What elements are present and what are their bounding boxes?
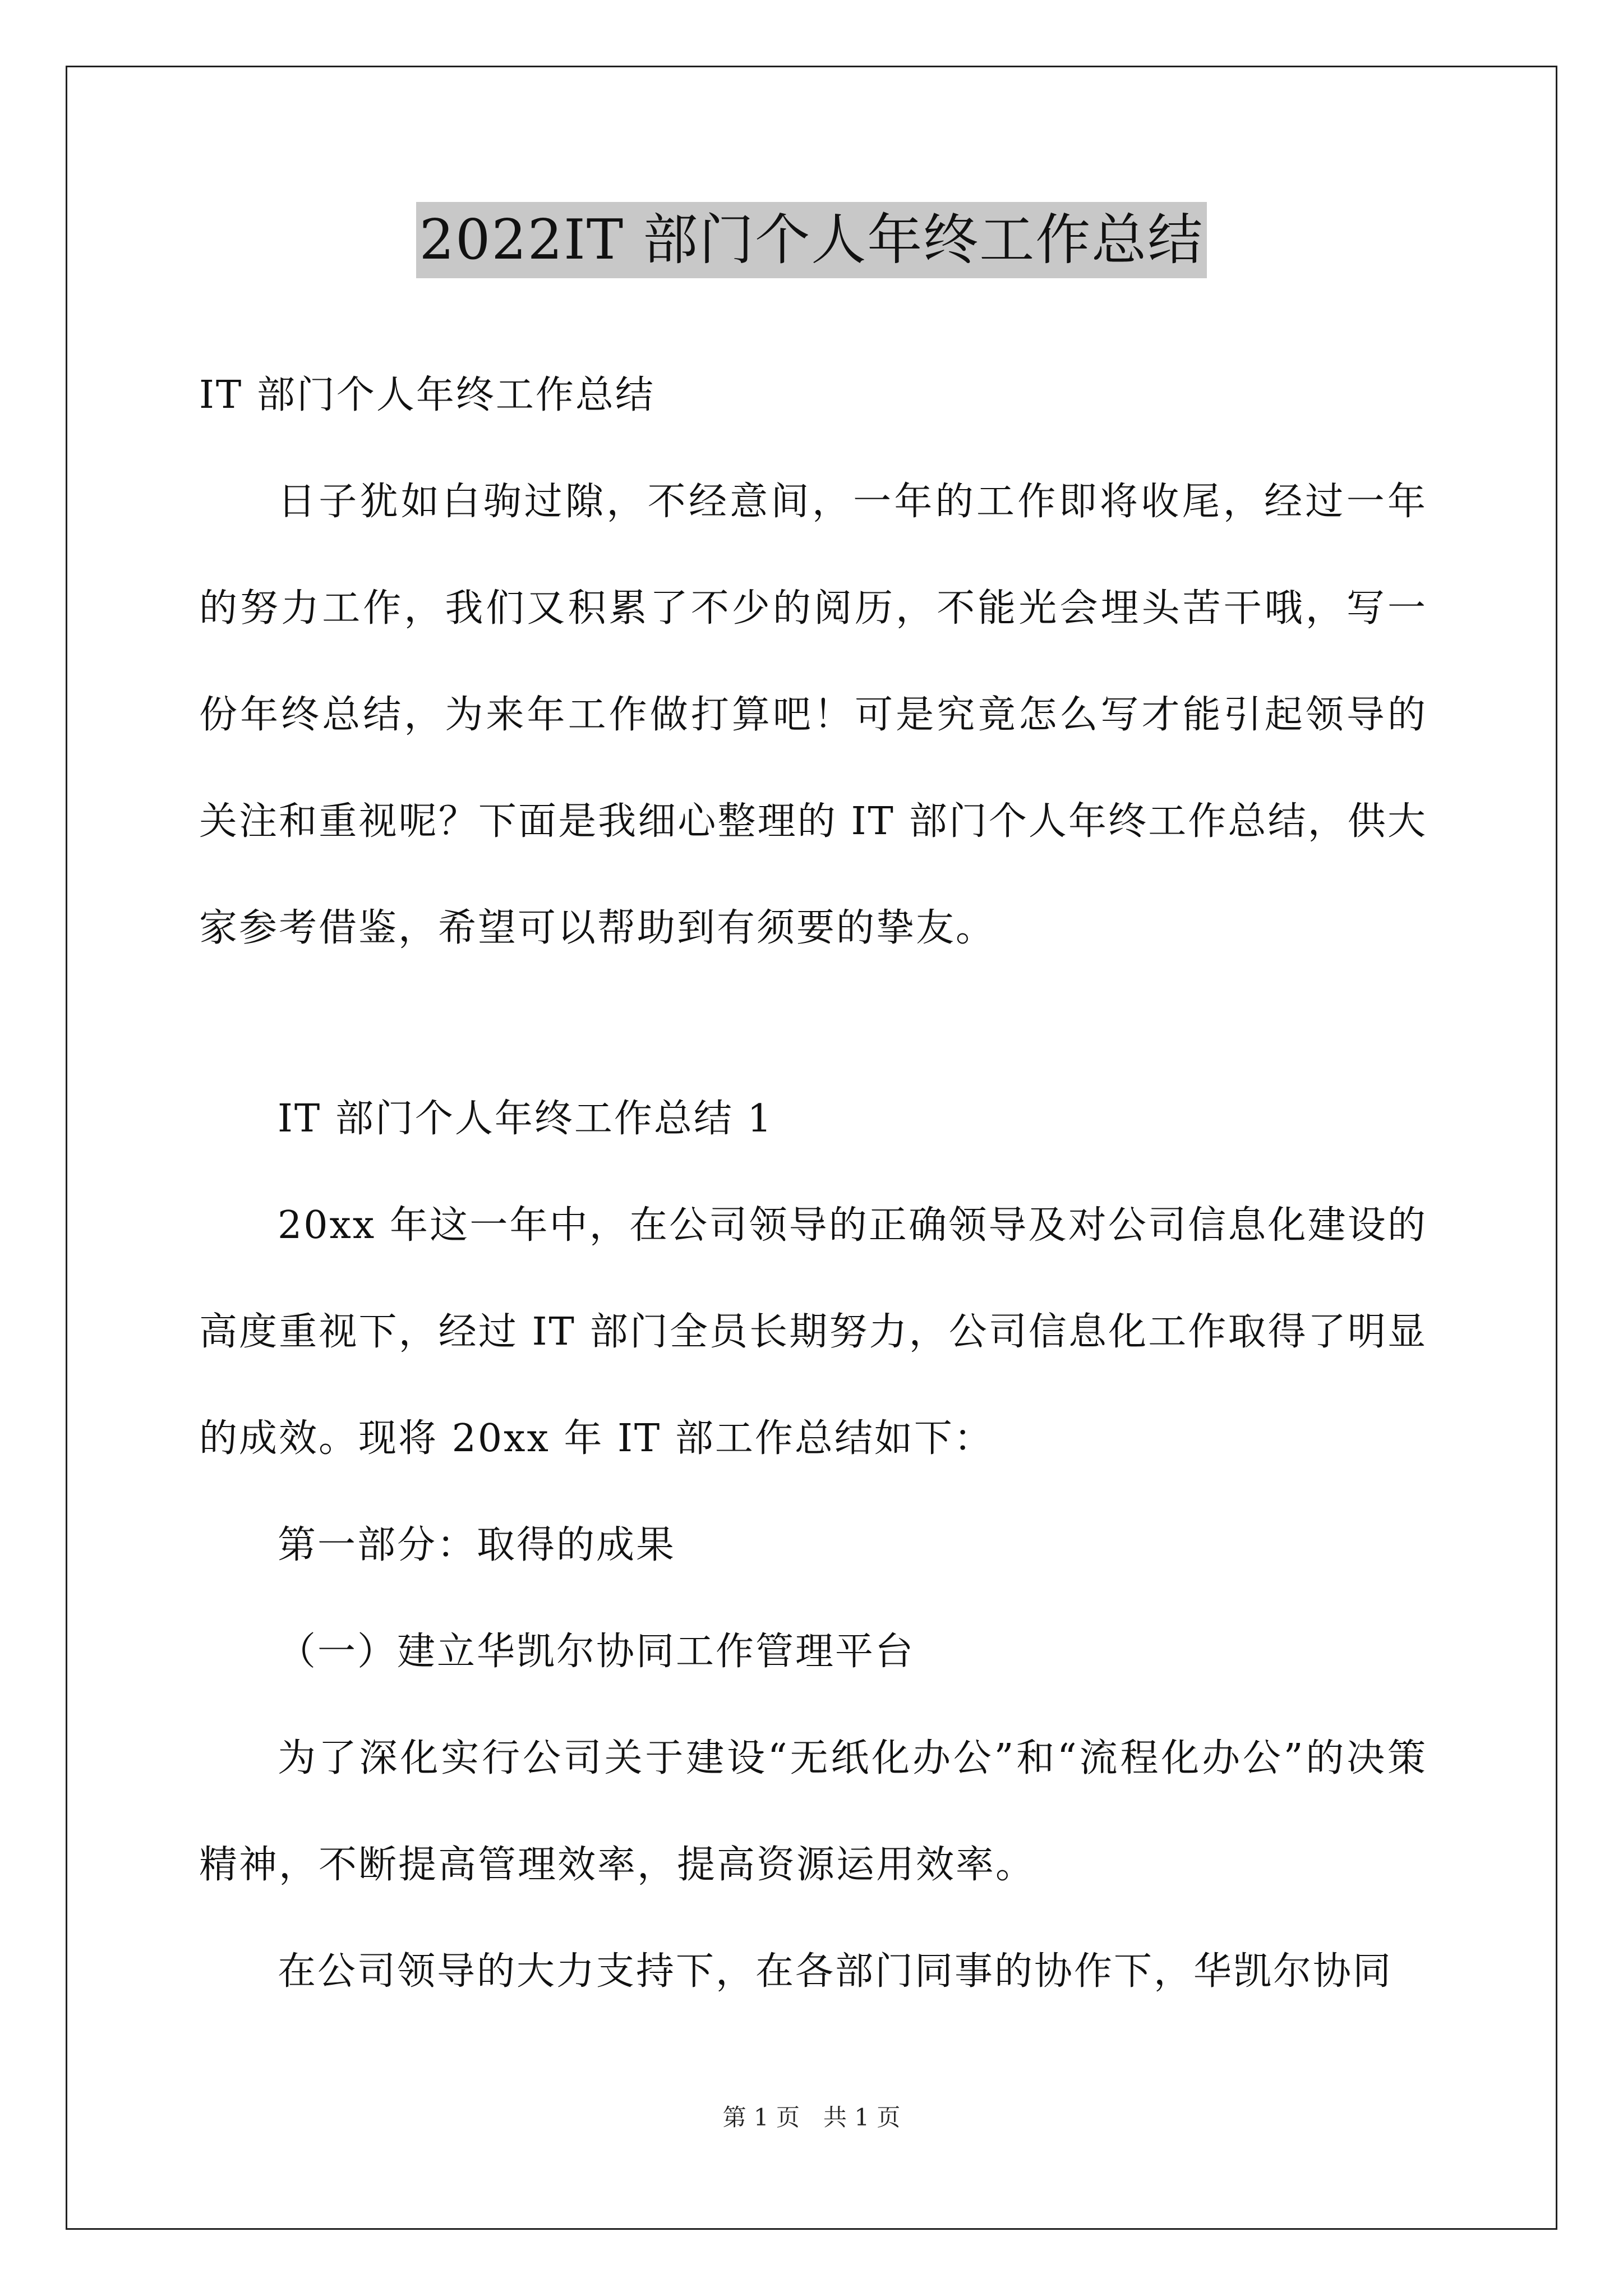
- section-heading: IT 部门个人年终工作总结 1: [278, 1097, 773, 1141]
- title-container: [0, 202, 1623, 278]
- body-paragraph-3: 在公司领导的大力支持下，在各部门同事的协作下，华凯尔协同: [278, 1949, 1393, 1994]
- body-paragraph-2: 为了深化实行公司关于建设“无纸化办公”和“流程化办公”的决策精神，不断提高管理效率，提高资源运用效率。: [199, 1736, 1427, 1887]
- page-footer: [0, 2101, 1623, 2134]
- page-number: 第 1 页: [722, 2104, 800, 2131]
- document-title: 2022IT 部门个人年终工作总结: [416, 202, 1207, 278]
- body-paragraph-1: 20xx 年这一年中，在公司领导的正确领导及对公司信息化建设的高度重视下，经过 IT 部门全员长期努力，公司信息化工作取得了明显的成效。现将 20xx 年 IT 部工作总结如下：: [199, 1203, 1427, 1461]
- part-heading: 第一部分：取得的成果: [278, 1523, 676, 1567]
- page-total: 共 1 页: [823, 2104, 901, 2131]
- paragraph-gap: [199, 982, 1427, 1066]
- intro-paragraph: 日子犹如白驹过隙，不经意间，一年的工作即将收尾，经过一年的努力工作，我们又积累了不少的阅历，不能光会埋头苦干哦，写一份年终总结，为来年工作做打算吧！可是究竟怎么写才能引起领导的关注和重视呢？下面是我细心整理的 IT 部门个人年终工作总结，供大家参考借鉴，希望可以帮助到有须要的挚友。: [199, 480, 1427, 950]
- sub-heading: （一）建立华凯尔协同工作管理平台: [278, 1630, 915, 1674]
- document-body: [199, 342, 1427, 2025]
- subtitle: IT 部门个人年终工作总结: [199, 373, 655, 417]
